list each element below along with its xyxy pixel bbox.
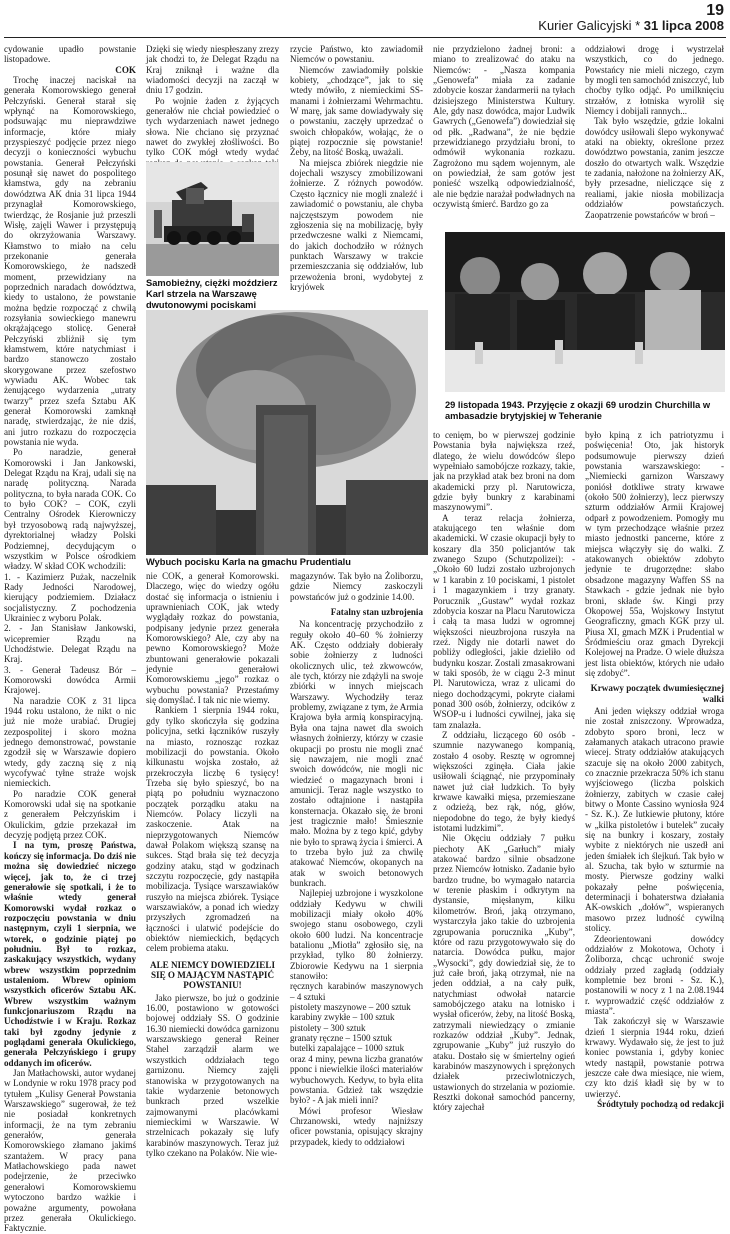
article-column-4-bottom — [433, 430, 575, 1113]
article-column-3-bottom — [290, 571, 423, 1147]
paragraph: Ani jeden większy oddział wroga nie został zniszczony. Wprowadza, zdobyto sporo broni, lecz w załamanych atakach utracono prawie wiecej. Straty oddziałów atakujących szacuje się na około 2000 zabitych, co znacznie przekracza 50% ich stanu wyjściowego (liczba polskich żołnierzy, zabitych w czasie całej bitwy o Monte Cassino wyniosła 924 - Sz. K.). Ze lutkiewie płutony, które w „kilka pistoletów i butelek” zucały się na bunkry i koszary, zostały wybite z niektórych nie uszedł ani jeden śmiałek ich ślejkuń. Tak było w al. Szucha, tak było w szturmie na mosty. Pierwsze godziny walki pokazały pełne poświęcenia, determinacji i bohaterstwa działania AK-owskich „dołów”, wspieranych masowo przez ludność cywilną stolicy. — [585, 705, 724, 934]
paragraph: oddziałowi drogę i wystrzelał wszystkich, co do jednego. Powstańcy nie mieli niczego, czym by mogli ten samochód zniszczyć, lub choćby tylko odjąć. Po umilknięciu strzałów, z łotniska wyrolił się Niemcy i dobijali rannych... — [585, 44, 724, 117]
paragraph: rzycie Państwo, kto zawiadomił Niemców o powstaniu. — [290, 44, 423, 65]
paragraph: Trochę inaczej naciskał na generała Komorowskiego generał Pełczyński. Generał starał się wpłynąć na Komorowskiego, podsuwając mu nieprawdziwe informacje, które miały przyspieszyć podjęcie przez niego decyzji o konieczności wybuchu powstania. Generał Pełczyński posunął się nawet do pospolitego kłamstwa, gdy na zebraniu dowództwa AK dnia 31 lipca 1944 przynaglał Komorowskiego, twierdząc, że Rosjanie już przeszli Wisłę, zajęli Wawer i przystępują do okrzyżowania Warszawy. Kłamstwo to miało na celu przekonanie generała Komorowskiego, że nadszedł moment, przewidziany na poprzednich naradach dowództwa, kiedy to ustalono, że powstanie można będzie rozpocząć z chwilą rozsyłania sowieckiego manewru okrążającego stolicę. Generał Pełczyński zbliżnił się tym kłamstwem, które natychmiast i bardzo stanowczo zostało skorygowane przez szefostwo wywiadu AK. Wobec tak żenującego wydarzenia „utraty twarzy” przez szefa Sztabu AK generał Komorowski zamknął naradę, stwierdzając, że nie dziś, ani jutro rozkazu do rozpoczęcia powstania nie wyda. — [4, 75, 136, 448]
paragraph: 3. - Generał Tadeusz Bór – Komorowski dowódca Armii Krajowej. — [4, 664, 136, 696]
paragraph: Po naradzie, generał Komorowski i Jan Jankowski, Delegat Rządu na Kraj, udali się na naradę polityczną. Narada polityczna, to była narada COK. Co to było COK? – COK, czyli Centralny Ośrodek Kierowniczy był trzyosobową radą najwyższej, dyrektorialnej władzy Polski Podziemnej, decydującym o wszystkim w Polsce ośrodkiem władzy. W skład COK wchodzili: — [4, 447, 136, 572]
paragraph: Jan Matłachowski, autor wydanej w Londynie w roku 1978 pracy pod tytułem „Kulisy Generał Powstania Warszawskiego” sugerował, że też nie posiadał konkretnych informacji, że na tym zebraniu generałów, generała Komorowskiego złamano jakimś szantażem. W pracy pana Matłachowskiego pada nawet podejrzenie, że przeciwko generałowi Komorowskiemu wytoczono bardzo ważkie i poważne argumenty, powołana przez generała Okulickiego. Faktycznie. — [4, 1068, 136, 1234]
section-heading: COK — [115, 64, 136, 75]
article-column-2-bottom — [146, 571, 279, 1158]
paragraph: Tak zakończył się w Warszawie dzień 1 sierpnia 1944 roku, dzień krwawy. Wydawało się, że jest to już koniec powstania i, gdyby koniec wtedy nastąpił, powstanie potrwa jeszcze całe dwa miesiące, nie wiem, czy kto dziś kładł się by w to uwierzyć. — [585, 1016, 724, 1099]
article-column-5-bottom — [585, 430, 724, 1109]
page-number: 19 — [706, 2, 724, 19]
paragraph: Najlepiej uzbrojone i wyszkolone oddziały Kedywu w chwili mobilizacji miały około 40% swojego stanu osobowego, czyli około 600 ludzi. Na koncentracje batalionu „Miotła” zgłosiło się, na przykład, tylko 80 żołnierzy. Zbiorowie Kedywu na 1 sierpnia stanowiło: — [290, 888, 423, 982]
section-heading: Fatalny stan uzbrojenia — [330, 607, 423, 618]
paragraph: Z oddziału, liczącego 60 osób - szumnie nazywanego kompanią, zostało 4 osoby. Resztę w ogromnej większości zginęła. Ciała jakie usiłowali ściągnąć, nie przypominały nawet już ciał ludzkich. To były krwawe kawałki mięsa, przemieszane z odzieżą, bez rąk, nóg, głów, niepodobne do tego, że były kiedyś istotami ludzkimi”. — [433, 729, 575, 834]
mortar-caption: Samobieżny, ciężki moździerz Karl strzela na Warszawę dwutonowymi pociskami — [146, 278, 278, 310]
prudential-caption: Wybuch pocisku Karla na gmachu Prudentialu — [146, 557, 351, 567]
paragraph: Rankiem 1 sierpnia 1944 roku, gdy tylko skończyła się godzina policyjna, setki łączników ruszyły na miasto, roznosząc rozkaz mobilizacji do powstania. Około kilkunastu wojska zostało, aż przekroczyła liczbę 6 tysięcy! Trzeba się było spieszyć, bo na piątą po południu wyznaczono początek porządku ataku na Niemców. Polacy liczyli na zaskoczenie. Atak na nieprzygotowanych Niemców dawał Polakom większą szansę na sukces. Stąd brała się też decyzja godziny ataku, stąd w godzinach szczytu rozpoczęcie, gdy nastąpiła mobilizacja. Tysiące warszawiaków ruszyło na miejsca zbiórek. Tysiące warszawiaków, a ponad ich wiedzy przyszłych zgromadzeń na łączności i ulatwić podejście do obiektów niemieckich, będących celem probiema ataku. — [146, 705, 279, 954]
paragraph: Niemców zawiadomiły polskie kobiety, „chodzące”, jak to się wtedy mówiło, z niemieckimi SS-manami i żołnierzami Wehrmachtu. W marę, jak same dowiadywały się o powstaniu, zaczęły uprzedzać o swoich chłopaków, wołając, że o piątej rozpocznie się powstanie! Żeby, na litość Boską, uważali. — [290, 64, 423, 158]
paragraph: Na miejsca zbiórek niegdzie nie dojechali wszyscy zmobilizowani żołnierze. Z różnych powodów. Często łącznicy nie mogli znaleźć i zawiadomić o powstaniu, ale chyba najczęstszym powodem nie zgłoszenia się na mobilizację, były przedwczesne walki z Niemcami, do jakich dochodziło w różnych punktach Warszawy w trakcie przemieszczania się oddziałów, lub przewożenia broni, wydobytej z kryjówek — [290, 157, 423, 292]
paragraph: Nie Okęciu oddziały 7 pułku piechoty AK „Garłuch” miały atakować bardzo silnie obsadzone przez Niemców łotnisko. Zadanie było bardzo trudne, bo wymagało natarcia w terenie płaskim i odkrytym na dystansie, mięsłanym, kilku kilometrów. Broń, jaką otrzymano, wystarczyła jako takie do uzbrojenia zgrupowania porucznika „Kuby”, które od razu przygotowywało się do natarcia. Dowódca pułku, major „Wysocki”, gdy dowiedział się, że to już całe broń, jaką otrzymał, nie na jeden oddział, a na cały pułk, natychmiast odwołał natarcie samobójczego ataku na lotnisko i wysłał oficerów, żeby, na litość Boską, zatrzymali niewiedzący o zmianie rozkazów oddział „Kuby”. Jednak, zgrupowanie „Kuby” już ruszyło do ataku. Dostało się w śmiertelny ogień karabinów maszynowych i sprężonych działek przeciwlotniczych, ustawionych do strzelania w poziomie. Resztki dokonał samochód pancerny, który zajechał — [433, 833, 575, 1113]
paragraph: nie COK, a generał Komorowski. Dlaczego, więc do wiedzy ogółu dostać się informacja o istnieniu i uprawnieniach COK, jak wtedy wyglądały rozkaz do powstania, podpisany jedynie przez generała Komorowskiego? Ale, czy aby na pewno Komorowskiego? Może zbuntowani generałowie pokazali jedynie generałowi Komorowskiemu „jego” rozkaz o wybuchu powstania? Przestańmy się domyślać. I tak nic nie wiemy. — [146, 571, 279, 706]
publication-name: Kurier Galicyjski * — [538, 18, 641, 33]
list-item: pistolety – 300 sztuk — [290, 1022, 366, 1033]
list-item: granaty ręczne – 1500 sztuk — [290, 1033, 393, 1044]
paragraph: A teraz relacja żołnierza, atakującego ten właśnie dom akademicki. W czasie okupacji były to koszary dla 350 policjantów tak zwanego Szupo (Schutzpolizei): -„Około 60 ludzi zostało uzbrojonych w 1 karabin z 10 pociskami, 1 pistolet i 1 magazynkiem i trzy granaty. Porucznik „Gustaw” wydał rozkaz zdobycia koszar na Placu Narutowicza i całą ta masa ludzi w ogromnej większości nieuzbrojona ruszyła na rzeź. Nigdy nie dotarli nawet do pobliży odległości, jakie dzieliło od budynku koszar. Zostali zmasakrowani w taki sposób, że w ciągu 2-3 minut Pl. Narutowicza, wraz z ulicami do niego dochodzącymi, pokryte ciałami ponad 300 osób, żołnierzy, odcików z WSOP-u i ludności cywilnej, jaka się tam znalazła. — [433, 512, 575, 730]
paragraph: Zdeorientowani dowódcy oddziałów z Mokotowa, Ochoty i Żoliborza, chcąc uchronić swoje oddziały przed zagładą (oddziały kompletnie bez broni - Sz. K.), postanowili w nocy z 1 na 2.08.1944 r. wyprowadzić część oddziałów z miasta”. — [585, 933, 724, 1016]
article-column-4-top — [433, 44, 575, 228]
issue-date: 31 lipca 2008 — [643, 18, 724, 33]
list-item: karabiny zwykłe – 100 sztuk — [290, 1012, 395, 1023]
paragraph: oraz 4 miny, pewna liczba granatów pponc i niewielkie ilości materiałów wybuchowych. Kedyw, to była elita powstania. Gdzież tak wszędzie było? - A jak mieli inni? — [290, 1053, 423, 1106]
paragraph: 1. - Kazimierz Pużak, naczelnik Rady Jedności Narodowej, kierujący podziemiem. Działacz socjalistyczny. Z pochodzenia Ukrainiec z wyboru Polak. — [4, 571, 136, 623]
section-heading: Krwawy początek dwumiesięcznej walki — [590, 683, 724, 704]
teheran-reception-photo — [445, 232, 725, 392]
paragraph: cydowanie upadło powstanie listopadowe. — [4, 44, 136, 65]
paragraph: Tak było wszędzie, gdzie lokalni dowódcy usiłowali ślepo wykonywać ataki na obiekty, określone przez dowództwo powstania, zanim jeszcze doszło do otwartych walk. Wszędzie te zadania, nałożone na żołnierzy AK, były przesadne, nieliczące się z realiami, jakie niosła mobilizacja oddziałów powstańczych. Zaopatrzenie powstańców w broń – — [585, 116, 724, 220]
list-item: ręcznych karabinów maszynowych – 4 sztuki — [290, 981, 423, 1002]
paragraph: Na naradzie COK z 31 lipca 1944 roku ustalono, że nikt o nic już nie może urabiać. Drugiej zezpospolitej i skoro można jednego demonstrować, powstanie zgodził się w Warszawie dopiero wtedy, gdy zaczną się z nią wycofywać tyłne straże wojsk niemieckich. — [4, 695, 136, 789]
paragraph: było kpiną z ich patriotyzmu i poświęcenia! Oto, jak historyk podsumowuje pierwszy dzień powstania warszawskiego: - „Niemiecki garnizon Warszawy poniósł dotkliwe straty krwawe (około 500 żołnierzy), lecz pierwszy szturm oddziałów Armii Krajowej odparł z powodzeniem. Pomogły mu w tym przechodzące właśnie przez miasto jednostki pancerne, które z miejsca włączyły się do walki. Z atakowanych obiektów zdobyto jedynie te drugorzędne: słabo obsadzone magazyny Waffen SS na Stawkach - gdzie jednak nie było broni, składe św. Kingi przy Okopowej 55a, Wojskowy Instytut Geograficzny, gmach KGK przy ul. Piusa XI, gmach MZK i Prudential w Śródmieściu oraz gmach Dyrekcji Kolejowej na Pradze. O wiele dłuższa jest lista obiektów, których nie udało się zdobyć”. — [585, 430, 724, 678]
paragraph: Na koncentrację przychodziło z reguły około 40–60 % żołnierzy AK. Często oddziały dobierały sobie żołnierzy z ludności okolicznych ulic, też zkwowców, ale tych, którzy nie zdążyli na swoje zbiórki w innych miejscach Warszawy. Wychodziły teraz problemy, związane z tym, że Armia Krajowa była armią konspiracyjną. Była ona tajna nawet dla swoich własnych żołnierzy, którzy w czasie okupacji po prostu nie mogli znać się nawzajem, nie mogli znać swoich dowódców, nie mogli nic wiedzieć o magazynach broni i amunicji. Teraz nagle wszystko to zostało odtajnione i nastąpiła konsternacja. Okazało się, że broni jest tragicznie mało! Śmiesznie mało. Można by z tego kpić, gdyby nie było to sprawą życia i śmierci. A to trzeba było już za chwilę atakować Niemców, okopanych na atak w swoich betonowych bunkrach. — [290, 619, 423, 888]
article-column-1 — [4, 44, 136, 1234]
list-item: butelki zapalające – 1000 sztuk — [290, 1043, 405, 1054]
paragraph: 2. - Jan Stanisław Jankowski, wicepremier Rządu na Uchodźstwie. Delegat Rządu na Kraj. — [4, 623, 136, 665]
header-rule — [4, 37, 726, 38]
article-column-2-top — [146, 44, 279, 158]
section-heading: ALE NIEMCY DOWIEDZIELI SIĘ O MAJĄCYM NASTĄPIĆ POWSTANIU! — [150, 959, 275, 991]
paragraph: Dzięki się wiedy niespłeszany zrezy jak chodzi to, że Delegat Rządu na Kraj zniknął i ważne dla wiadomości decyzji na zaczął w dniu 17 godzin. — [146, 44, 279, 96]
teheran-caption: 29 listopada 1943. Przyjęcie z okazji 69 urodzin Churchilla w ambasadzie brytyjskiej w Teheranie — [445, 400, 711, 421]
paragraph: to cenięm, bo w pierwszej godzinie Powstania była największa rzeź, dlatego, że wielu dowódców ślepo wypełniało samobójcze rozkazy, takie, jak na przykład atak bez broni na dom akademicki przy pl. Narutowicza, gdzie były bunkry z karabinami maszynowymi”. — [433, 430, 575, 513]
paragraph: Po wojnie żaden z żyjących generałów nie chciał powiedzieć o tych wydarzeniach nawet jednego słowa. Nie chciano się przyznać nawet do zwykłej złośliwości. Bo tylko COK mógł wtedy wydać — [146, 95, 279, 158]
prudential-explosion-photo — [146, 310, 428, 555]
paragraph: Mówi profesor Wiesław Chrzanowski, wtedy najniższy oficer powstania, opisujący skrajny przypadek, kiedy to oddziałowi — [290, 1105, 423, 1147]
list-item: pistolety maszynowe – 200 sztuk — [290, 1002, 411, 1013]
editorial-note: Śródtytuły pochodzą od redakcji — [597, 1099, 724, 1109]
article-column-5-top — [585, 44, 724, 228]
paragraph: Po naradzie COK generał Komorowski udał się na spotkanie z generałem Pełczyńskim i Okulickim, gdzie przekazał im decyzję podjętą przez COK. — [4, 788, 136, 841]
page-header — [538, 18, 724, 33]
mortar-photo — [146, 162, 279, 276]
paragraph: nie przydzielono żadnej broni: a miano to zrealizować do ataku na Niemców: - „Nasza kompania „Genowefa” miała za zadanie zdobycie koszar żandarmerii na tyłach dzisiejszego Ministerstwa Kultury. Ale, gdy nasz dowódca, major Ludwik Gawrych („Genowefa”) dowiedział się od płk. „Radwana”, że nie będzie przewidzianego przydziału broni, to odmówił wykonania rozkazu. Zagrożono mu sądem wojennym, ale on powiedział, że sam gotów jest ponieść wszelką odpowiedzialność, ale nie będzie narażał podwładnych na oczywistą śmierć. Bardzo go za — [433, 44, 575, 210]
paragraph: magazynów. Tak było na Żoliborzu, gdzie Niemcy zaskoczyli powstańców już o godzinie 14.00. — [290, 571, 423, 602]
paragraph: Jako pierwsze, bo już o godzinie 16.00, postawiono w gotowości bojowej oddziały SS. O godzinie 16.30 niemiecki dowódca garnizonu warszawskiego generał Reiner Stahel zarządził alarm we wszystkich oddziałach tego garnizonu. Niemcy zajęli stanowiska w przygotowanych na takie wydarzenie betonowych bunkrach przed wszelkie zajmowanymi placówkami niemieckimi w Warszawie. W strzelnicach pokazały się lufy karabinów maszynowych. Teraz już tylko czekano na Polaków. Nie wie- — [146, 992, 279, 1158]
article-column-3-top — [290, 44, 423, 306]
paragraph: I na tym, proszę Państwa, kończy się informacja. Do dziś nie można się dowiedzieć niczego więcej, jak to, że ci trzej generałowie się spotkali, i że to właśnie wtedy generał Komorowski wydał rozkaz o rozpoczęciu powstania w dniu następnym, czyli 1 sierpnia, we wtorek, o godzinie piątej po południu. Był to rozkaz, zaskakujący wszystkich, wydany wbrew wszystkim poprzednim ustaleniom. Wbrew opiniom wszystkich oficerów Sztabu AK. Wbrew wszystkim ważnym funkcjonariuszom Rządu na Uchodźstwie i w Kraju. Rozkaz taki był zgodny jedynie z poglądami generała Okulickiego, generała Pełczyńskiego i grupy oddanych im oficerów. — [4, 840, 136, 1068]
